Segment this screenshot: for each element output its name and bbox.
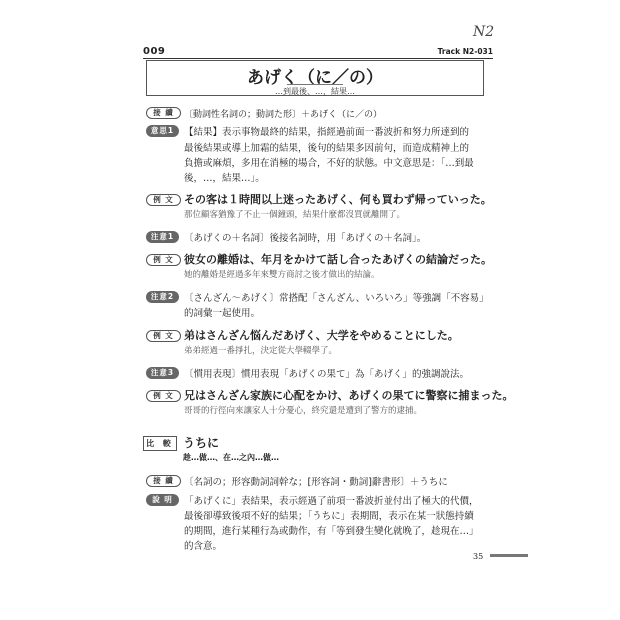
note2-line: 〔さんざん～あげく〕常搭配「さんざん、いろいろ」等強調「不容易」 (184, 293, 489, 304)
entry-number: 009 (143, 46, 166, 57)
connect-text: 〔動詞性名詞の；動詞た形〕＋あげく（に／の） (184, 110, 383, 120)
example-tag: 例 文 (146, 194, 181, 206)
entry-meaning: …到最後、…，結果… (275, 87, 355, 96)
example-japanese: 兄はさんざん家族に心配をかけ、あげくの果てに警察に捕まった。 (184, 389, 514, 402)
compare-tag: 比 較 (143, 436, 177, 451)
meaning1-line: 後，…，結果…」。 (184, 173, 265, 184)
explain-line: 的含意。 (184, 541, 223, 552)
explain-line: 的期間，進行某種行為或動作，有「等到發生變化就晚了，趁現在…」 (184, 526, 479, 537)
title-rule-right (287, 84, 343, 85)
track-label: Track N2-031 (437, 47, 493, 56)
page-bar (490, 554, 528, 557)
entry-title: あげく（に／の） (247, 68, 383, 88)
example-tag: 例 文 (146, 330, 181, 342)
meaning1-line: 最後結果或導上加霜的結果，後句的結果多因前句，而造成精神上的 (184, 143, 470, 154)
header-rule (143, 58, 493, 59)
example-japanese: 弟はさんざん悩んだあげく、大学をやめることにした。 (184, 329, 459, 342)
meaning1-line: 負擔或麻煩，多用在消極的場合，不好的狀態。中文意思是：「…到最 (184, 158, 474, 169)
meaning1-tag: 意思1 (146, 125, 179, 137)
note1-text: 〔あげくの＋名詞〕後接名詞時，用「あげくの＋名詞」。 (184, 233, 427, 244)
example-translation: 那位顧客猶豫了不止一個鐘頭，結果什麼都沒買就離開了。 (184, 210, 406, 220)
meaning1-line: 【結果】表示事物最終的結果，指經過前面一番波折和努力所達到的 (184, 127, 470, 138)
example-translation: 她的離婚是經過多年來雙方商討之後才做出的結論。 (184, 270, 380, 280)
example-tag: 例 文 (146, 254, 181, 266)
connect-tag: 接 續 (146, 107, 181, 119)
note3-tag: 注意3 (146, 367, 179, 379)
compare-connect-text: 〔名詞の；形容動詞詞幹な；[形容詞・動詞]辭書形〕＋うちに (184, 477, 448, 488)
note2-tag: 注意2 (146, 291, 179, 303)
compare-word: うちに (183, 436, 220, 450)
explain-line: 最後卻導致後項不好的結果；「うちに」表期間，表示在某一狀態持續 (184, 511, 474, 522)
example-translation: 弟弟經過一番掙扎，決定從大學輟學了。 (184, 346, 338, 356)
note3-text: 〔慣用表現〕慣用表現「あげくの果て」為「あげく」的強調說法。 (184, 369, 470, 380)
explain-tag: 說 明 (146, 494, 179, 506)
example-tag: 例 文 (146, 390, 181, 402)
explain-line: 「あげくに」表結果，表示經過了前項一番波折並付出了極大的代價， (184, 496, 479, 507)
compare-meaning: 趁…做…、在…之內…做… (183, 453, 279, 462)
example-translation: 哥哥的行徑向來讓家人十分憂心，終究還是遭到了警方的逮捕。 (184, 406, 423, 416)
example-japanese: 彼女の離婚は、年月をかけて話し合ったあげくの結論だった。 (184, 253, 492, 266)
note2-line: 的詞彙一起使用。 (184, 308, 261, 319)
level-mark: N2 (473, 24, 495, 40)
example-japanese: その客は１時間以上迷ったあげく、何も買わず帰っていった。 (184, 193, 492, 206)
page-number: 35 (473, 552, 484, 561)
title-box (146, 60, 484, 96)
compare-connect-tag: 接 續 (146, 475, 181, 487)
note1-tag: 注意1 (146, 231, 179, 243)
